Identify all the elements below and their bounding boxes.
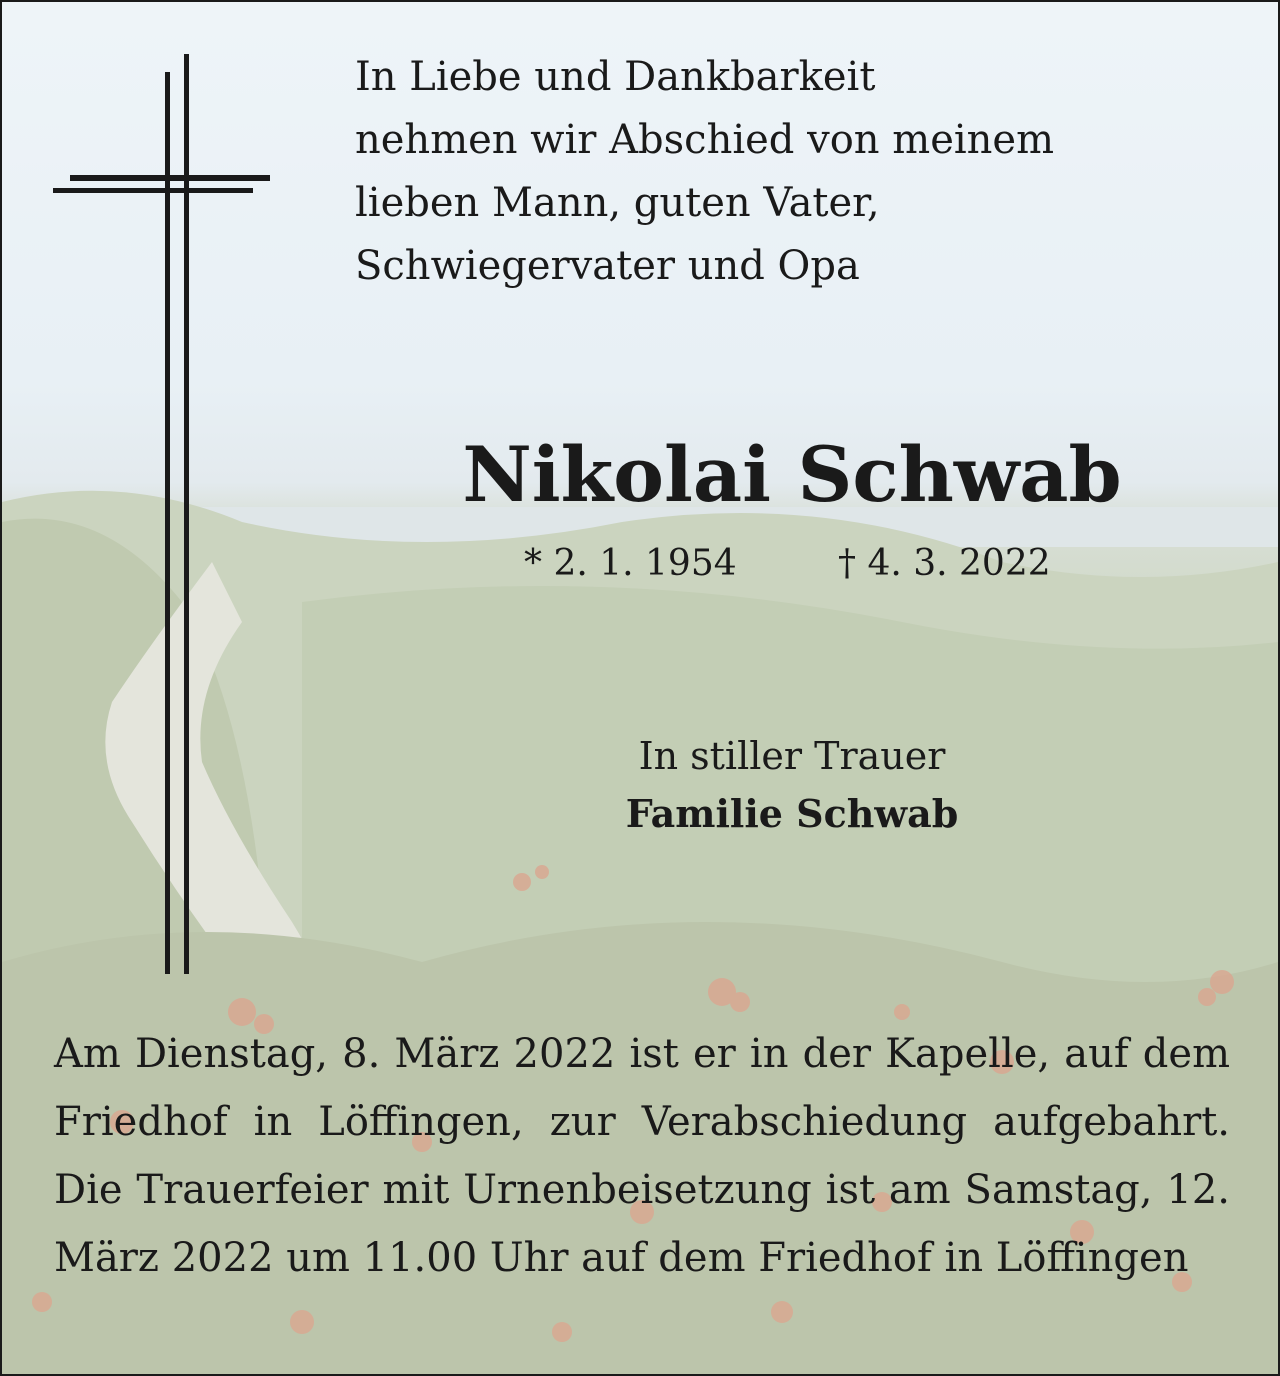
mourning-line: In stiller Trauer bbox=[638, 734, 946, 778]
intro-line: nehmen wir Abschied von meinem bbox=[355, 117, 1055, 163]
mourning-signature bbox=[2, 727, 1280, 843]
family-name: Familie Schwab bbox=[625, 791, 959, 836]
birth-date: * 2. 1. 1954 bbox=[524, 543, 737, 584]
deceased-name: Nikolai Schwab bbox=[462, 430, 1122, 519]
intro-line: Schwiegervater und Opa bbox=[355, 243, 860, 289]
intro-line: lieben Mann, guten Vater, bbox=[355, 180, 880, 226]
death-date: † 4. 3. 2022 bbox=[838, 543, 1051, 584]
intro-line: In Liebe und Dankbarkeit bbox=[355, 54, 876, 100]
funeral-details: Am Dienstag, 8. März 2022 ist er in der Kapelle, auf dem Friedhof in Löffingen, zur Verabschiedung aufgebahrt. Die Trauerfeier mit Urnenbeisetzung ist am Samstag, 12. März 2022 um 11.00 Uhr auf dem Friedhof in Löffingen bbox=[54, 1031, 1230, 1281]
intro-text bbox=[355, 46, 1255, 298]
